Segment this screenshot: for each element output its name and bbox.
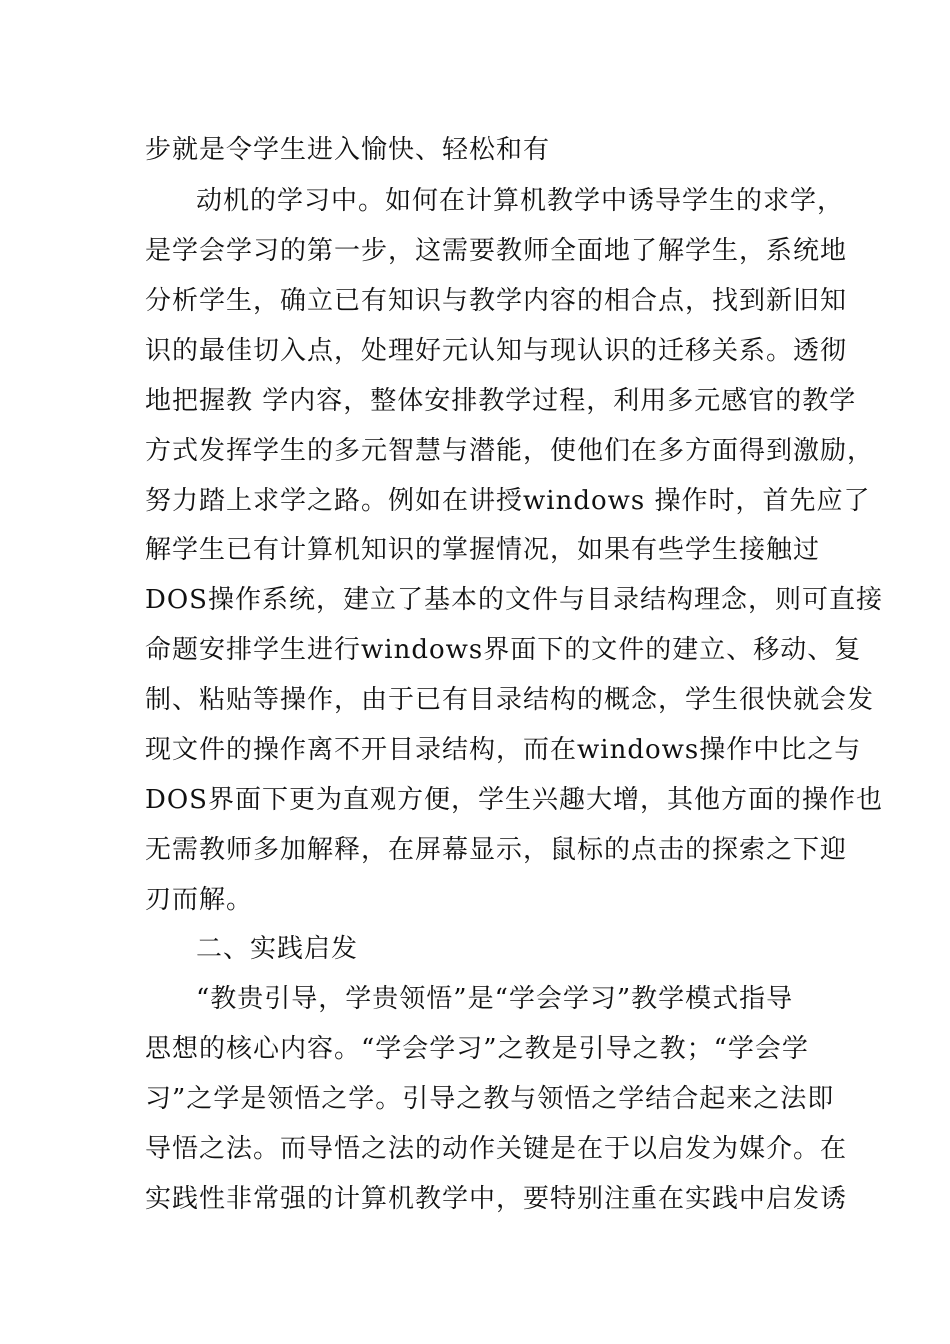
text-line: 现文件的操作离不开目录结构，而在windows操作中比之与 — [145, 735, 862, 765]
text-line: 命题安排学生进行windows界面下的文件的建立、移动、复 — [145, 635, 862, 665]
text-line: “教贵引导，学贵领悟”是“学会学习”教学模式指导 — [196, 984, 794, 1014]
text-line: 无需教师多加解释，在屏幕显示，鼠标的点击的探索之下迎 — [145, 835, 848, 865]
text-line: DOS操作系统，建立了基本的文件与目录结构理念，则可直接 — [145, 585, 883, 615]
text-line: 识的最佳切入点，处理好元认知与现认识的迁移关系。透彻 — [145, 336, 848, 366]
text-line: 是学会学习的第一步，这需要教师全面地了解学生，系统地 — [145, 236, 848, 266]
text-line: 分析学生，确立已有知识与教学内容的相合点，找到新旧知 — [145, 286, 848, 316]
text-line: 方式发挥学生的多元智慧与潜能，使他们在多方面得到激励， — [145, 436, 875, 466]
text-line: 导悟之法。而导悟之法的动作关键是在于以启发为媒介。在 — [145, 1134, 848, 1164]
section-heading: 二、实践启发 — [196, 934, 359, 964]
text-line: 步就是令学生进入愉快、轻松和有 — [145, 135, 551, 165]
text-line: 刃而解。 — [145, 885, 254, 915]
text-line: 习”之学是领悟之学。引导之教与领悟之学结合起来之法即 — [145, 1084, 835, 1114]
text-line: 解学生已有计算机知识的掌握情况，如果有些学生接触过 — [145, 535, 821, 565]
text-line: 努力踏上求学之路。例如在讲授windows 操作时，首先应了 — [145, 486, 871, 516]
text-line: 思想的核心内容。“学会学习”之教是引导之教；“学会学 — [145, 1034, 809, 1064]
text-line: 实践性非常强的计算机教学中，要特别注重在实践中启发诱 — [145, 1184, 848, 1214]
text-line: 制、粘贴等操作，由于已有目录结构的概念，学生很快就会发 — [145, 685, 875, 715]
text-line: DOS界面下更为直观方便，学生兴趣大增，其他方面的操作也 — [145, 785, 883, 815]
text-line: 地把握教 学内容，整体安排教学过程，利用多元感官的教学 — [145, 386, 857, 416]
text-line: 动机的学习中。如何在计算机教学中诱导学生的求学， — [196, 186, 845, 216]
